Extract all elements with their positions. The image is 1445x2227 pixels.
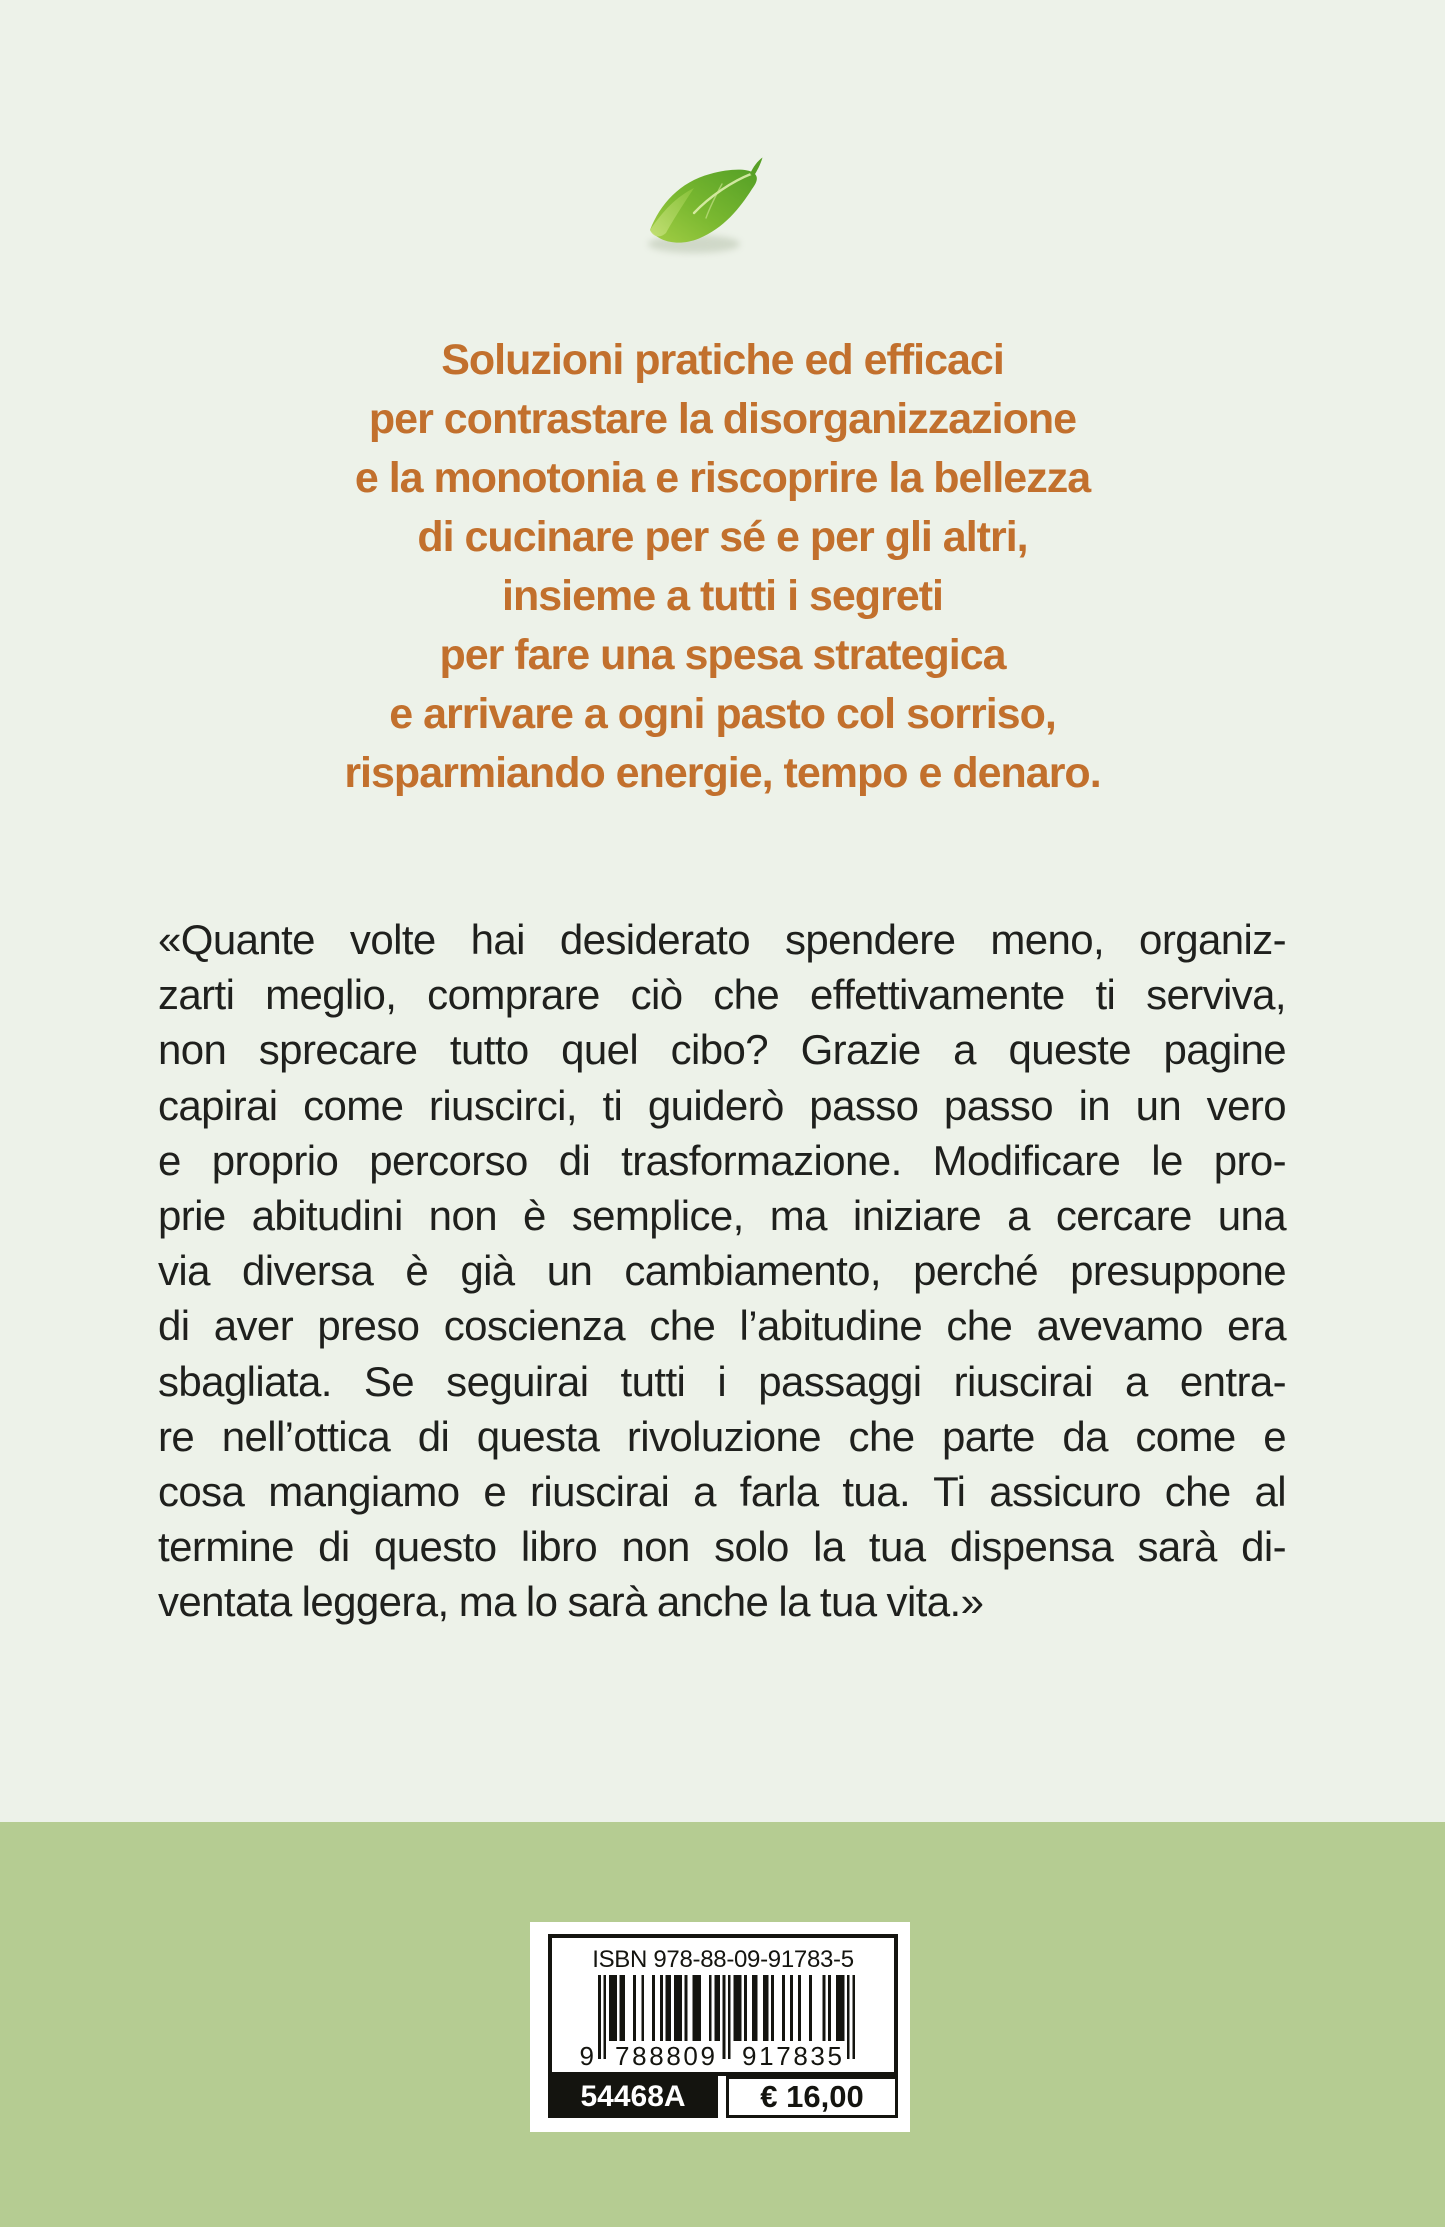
quote-line: cosa mangiamo e riuscirai a farla tua. Ti assicuro che al	[158, 1468, 1286, 1516]
leaf-stem	[750, 158, 763, 177]
tagline-line: e arrivare a ogni pasto col sorriso,	[389, 690, 1056, 738]
quote-paragraph	[158, 912, 1286, 1630]
quote-line: re nell’ottica di questa rivoluzione che parte da come e	[158, 1412, 1286, 1460]
barcode-digit-first: 9	[579, 2041, 594, 2067]
quote-line: ventata leggera, ma lo sarà anche la tua vita.»	[158, 1578, 984, 1626]
tagline-line: di cucinare per sé e per gli altri,	[417, 513, 1028, 561]
quote-line: prie abitudini non è semplice, ma iniziare a cercare una	[158, 1192, 1286, 1240]
tagline-line: per fare una spesa strategica	[439, 631, 1006, 679]
quote-line: sbagliata. Se seguirai tutti i passaggi riuscirai a entra-	[158, 1357, 1286, 1405]
barcode-label-row	[548, 2076, 898, 2118]
tagline-line: e la monotonia e riscoprire la bellezza	[354, 454, 1091, 502]
quote-line: capirai come riuscirci, ti guiderò passo passo in un vero	[158, 1081, 1286, 1129]
ean13-barcode	[552, 1975, 894, 2067]
quote-line: via diversa è già un cambiamento, perché presuppone	[158, 1247, 1286, 1295]
tagline-line: risparmiando energie, tempo e denaro.	[344, 749, 1101, 797]
quote-line: «Quante volte hai desiderato spendere meno, organiz-	[158, 916, 1286, 963]
barcode-digits-right: 917835	[742, 2041, 842, 2067]
price: € 16,00	[726, 2076, 898, 2118]
quote-line: non sprecare tutto quel cibo? Grazie a queste pagine	[158, 1026, 1286, 1074]
barcode-plate	[530, 1922, 910, 2132]
basil-leaf-icon	[636, 148, 776, 260]
tagline-line: insieme a tutti i segreti	[502, 572, 943, 620]
isbn-number: ISBN 978-88-09-91783-5	[592, 1946, 854, 1973]
quote-line: zarti meglio, comprare ciò che effettivamente ti serviva,	[158, 971, 1286, 1019]
tagline	[72, 331, 1373, 803]
barcode-box	[548, 1934, 898, 2076]
tagline-line: per contrastare la disorganizzazione	[368, 395, 1077, 443]
quote-line: termine di questo libro non solo la tua dispensa sarà di-	[158, 1523, 1286, 1571]
barcode-digits-left: 788809	[615, 2041, 715, 2067]
quote-line: di aver preso coscienza che l’abitudine che avevamo era	[158, 1302, 1286, 1350]
edition-code: 54468A	[548, 2076, 718, 2118]
tagline-line: Soluzioni pratiche ed efficaci	[441, 336, 1004, 384]
quote-line: e proprio percorso di trasformazione. Modificare le pro-	[158, 1136, 1286, 1184]
